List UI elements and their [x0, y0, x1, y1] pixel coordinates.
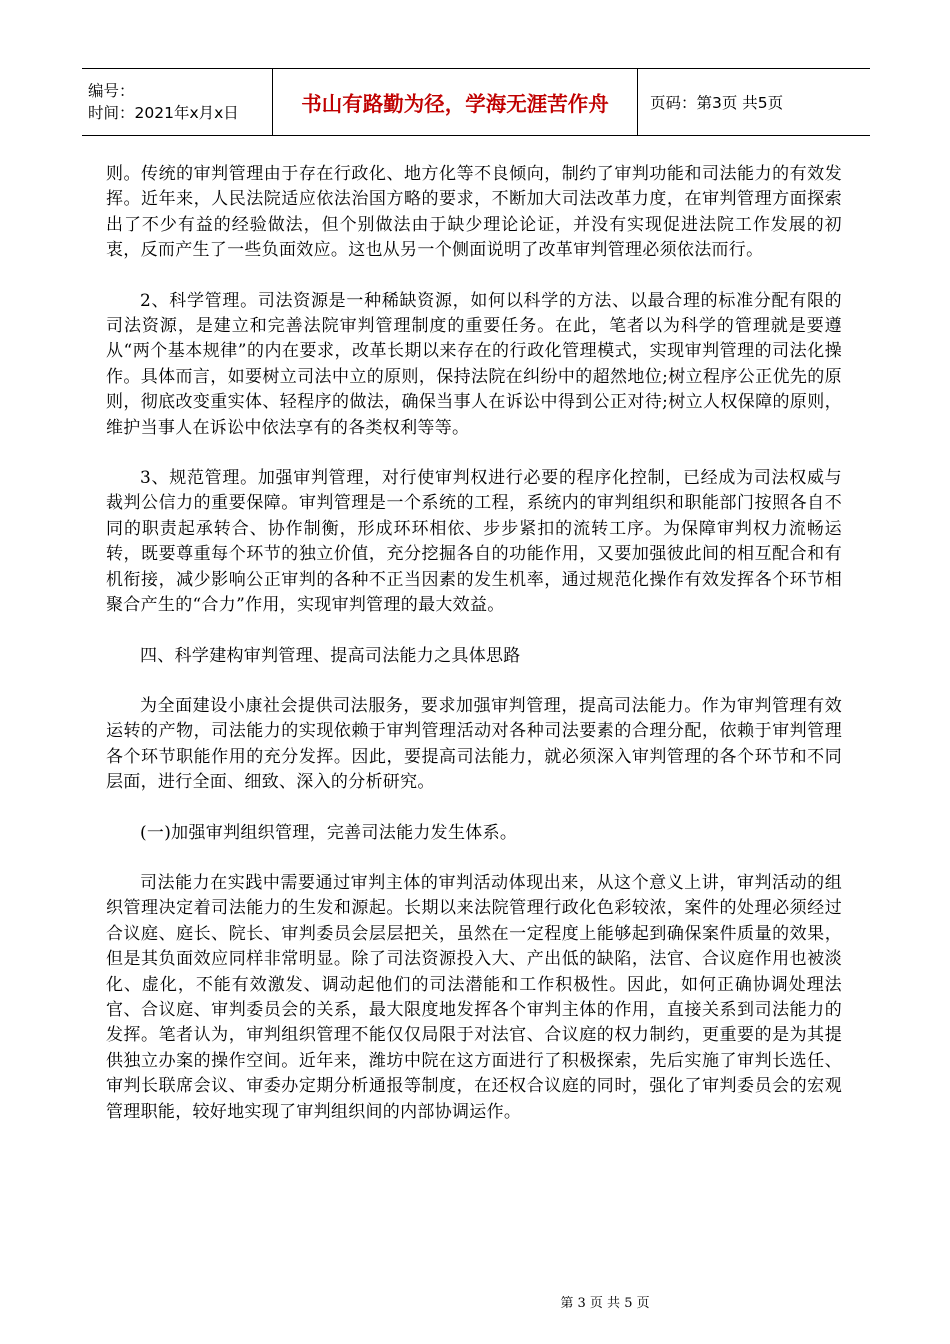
page-header: [82, 68, 870, 136]
subsection-heading: (一)加强审判组织管理，完善司法能力发生体系。: [140, 822, 518, 843]
document-number-label: 编号：: [88, 82, 135, 100]
header-page-info: 页码：第3页 共5页: [650, 94, 784, 112]
paragraph: 3、规范管理。加强审判管理，对行使审判权进行必要的程序化控制，已经成为司法权威与裁判公信力的重要保障。审判管理是一个系统的工程，系统内的审判组织和职能部门按照各自不同的职责起承转合、协作制衡，形成环环相依、步步紧扣的流转工序。为保障审判权力流畅运转，既要尊重每个环节的独立价值，充分挖掘各自的功能作用，又要加强彼此间的相互配合和有机衔接，减少影响公正审判的各种不正当因素的发生机率，通过规范化操作有效发挥各个环节相聚合产生的“合力”作用，实现审判管理的最大效益。: [106, 468, 842, 616]
section-heading: 四、科学建构审判管理、提高司法能力之具体思路: [140, 645, 521, 666]
header-motto: 书山有路勤为径，学海无涯苦作舟: [272, 69, 638, 135]
page-footer: 第 3 页 共 5 页: [560, 1296, 650, 1311]
header-meta: [82, 69, 272, 135]
paragraph: 则。传统的审判管理由于存在行政化、地方化等不良倾向，制约了审判功能和司法能力的有效发挥。近年来，人民法院适应依法治国方略的要求，不断加大司法改革力度，在审判管理方面探索出了不少有益的经验做法，但个别做法由于缺少理论论证，并没有实现促进法院工作发展的初衷，反而产生了一些负面效应。这也从另一个侧面说明了改革审判管理必须依法而行。: [106, 164, 842, 261]
paragraph: 司法能力在实践中需要通过审判主体的审判活动体现出来，从这个意义上讲，审判活动的组织管理决定着司法能力的生发和源起。长期以来法院管理行政化色彩较浓，案件的处理必须经过合议庭、庭长、院长、审判委员会层层把关，虽然在一定程度上能够起到确保案件质量的效果，但是其负面效应同样非常明显。除了司法资源投入大、产出低的缺陷，法官、合议庭作用也被淡化、虚化，不能有效激发、调动起他们的司法潜能和工作积极性。因此，如何正确协调处理法官、合议庭、审判委员会的关系，最大限度地发挥各个审判主体的作用，直接关系到司法能力的发挥。笔者认为，审判组织管理不能仅仅局限于对法官、合议庭的权力制约，更重要的是为其提供独立办案的操作空间。近年来，潍坊中院在这方面进行了积极探索，先后实施了审判长选任、审判长联席会议、审委办定期分析通报等制度，在还权合议庭的同时，强化了审判委员会的宏观管理职能，较好地实现了审判组织间的内部协调运作。: [106, 872, 842, 1122]
paragraph: 为全面建设小康社会提供司法服务，要求加强审判管理，提高司法能力。作为审判管理有效运转的产物，司法能力的实现依赖于审判管理活动对各种司法要素的合理分配，依赖于审判管理各个环节职能作用的充分发挥。因此，要提高司法能力，就必须深入审判管理的各个环节和不同 层面，进行全面、细致、深入的分析研究。: [106, 695, 842, 793]
document-time-label: 时间：2021年x月x日: [88, 104, 239, 122]
document-body: [106, 162, 842, 1125]
paragraph: 2、科学管理。司法资源是一种稀缺资源，如何以科学的方法、以最合理的标准分配有限的司法资源，是建立和完善法院审判管理制度的重要任务。在此，笔者以为科学的管理就是要遵从“两个基本规律”的内在要求，改革长期以来存在的行政化管理模式，实现审判管理的司法化操作。具体而言，如要树立司法中立的原则，保持法院在纠纷中的超然地位;树立程序公正优先的原则，彻底改变重实体、轻程序的做法，确保当事人在诉讼中得到公正对待;树立人权保障的原则，维护当事人在诉讼中依法享有的各类权利等等。: [106, 290, 842, 438]
